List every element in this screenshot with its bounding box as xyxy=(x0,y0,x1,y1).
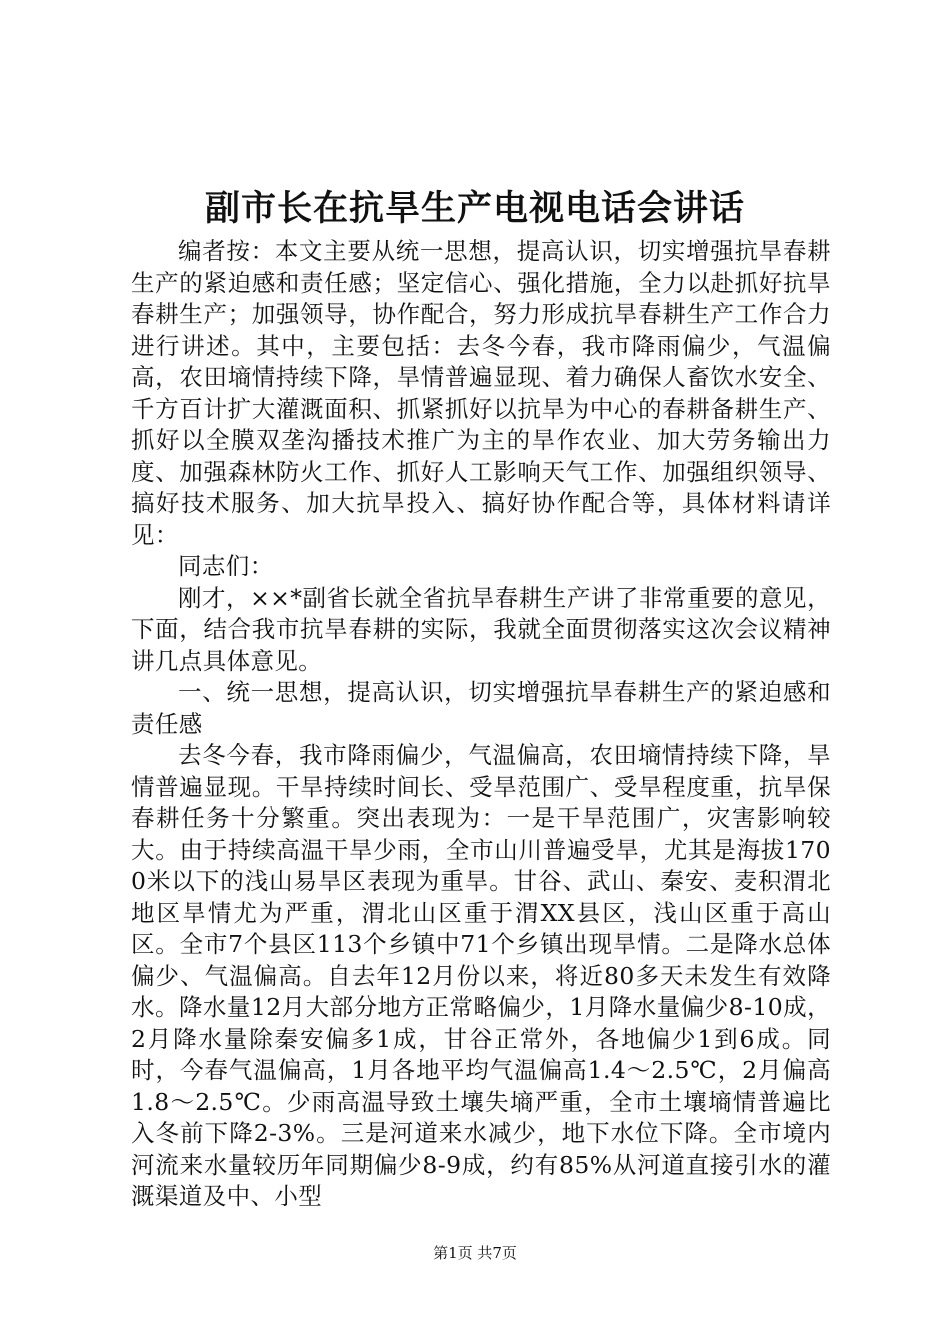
drought-situation-paragraph: 去冬今春，我市降雨偏少，气温偏高，农田墒情持续下降，旱情普遍显现。干旱持续时间长、受旱范围广、受旱程度重，抗旱保春耕任务十分繁重。突出表现为：一是干旱范围广，灾害影响较大。由于持续高温干旱少雨，全市山川普遍受旱，尤其是海拔1700米以下的浅山易旱区表现为重旱。甘谷、武山、秦安、麦积渭北地区旱情尤为严重，渭北山区重于渭XX县区，浅山区重于高山区。全市7个县区113个乡镇中71个乡镇出现旱情。二是降水总体偏少、气温偏高。自去年12月份以来，将近80多天未发生有效降水。降水量12月大部分地方正常略偏少，1月降水量偏少8-10成，2月降水量除秦安偏多1成，甘谷正常外，各地偏少1到6成。同时，今春气温偏高，1月各地平均气温偏高1.4～2.5℃，2月偏高1.8～2.5℃。少雨高温导致土壤失墒严重，全市土壤墒情普遍比入冬前下降2-3%。三是河道来水减少，地下水位下降。全市境内河流来水量较历年同期偏少8-9成，约有85%从河道直接引水的灌溉渠道及中、小型 xyxy=(131,741,831,1210)
document-title: 副市长在抗旱生产电视电话会讲话 xyxy=(204,188,745,229)
page-number: 第1页 xyxy=(433,1244,473,1262)
page-footer xyxy=(0,1243,950,1263)
salutation-paragraph: 同志们： xyxy=(178,552,274,580)
document-body xyxy=(131,236,831,1213)
page-total: 共7页 xyxy=(477,1244,517,1262)
editor-note-paragraph: 编者按：本文主要从统一思想，提高认识，切实增强抗旱春耕生产的紧迫感和责任感；坚定信心、强化措施，全力以赴抓好抗旱春耕生产；加强领导，协作配合，努力形成抗旱春耕生产工作合力进行讲述。其中，主要包括：去冬今春，我市降雨偏少，气温偏高，农田墒情持续下降，旱情普遍显现、着力确保人畜饮水安全、千方百计扩大灌溉面积、抓紧抓好以抗旱为中心的春耕备耕生产、抓好以全膜双垄沟播技术推广为主的旱作农业、加大劳务输出力度、加强森林防火工作、抓好人工影响天气工作、加强组织领导、搞好技术服务、加大抗旱投入、搞好协作配合等，具体材料请详见： xyxy=(131,237,831,549)
opening-paragraph: 刚才，××*副省长就全省抗旱春耕生产讲了非常重要的意见，下面，结合我市抗旱春耕的实际，我就全面贯彻落实这次会议精神讲几点具体意见。 xyxy=(131,583,831,675)
section-heading-1: 一、统一思想，提高认识，切实增强抗旱春耕生产的紧迫感和责任感 xyxy=(131,678,831,738)
